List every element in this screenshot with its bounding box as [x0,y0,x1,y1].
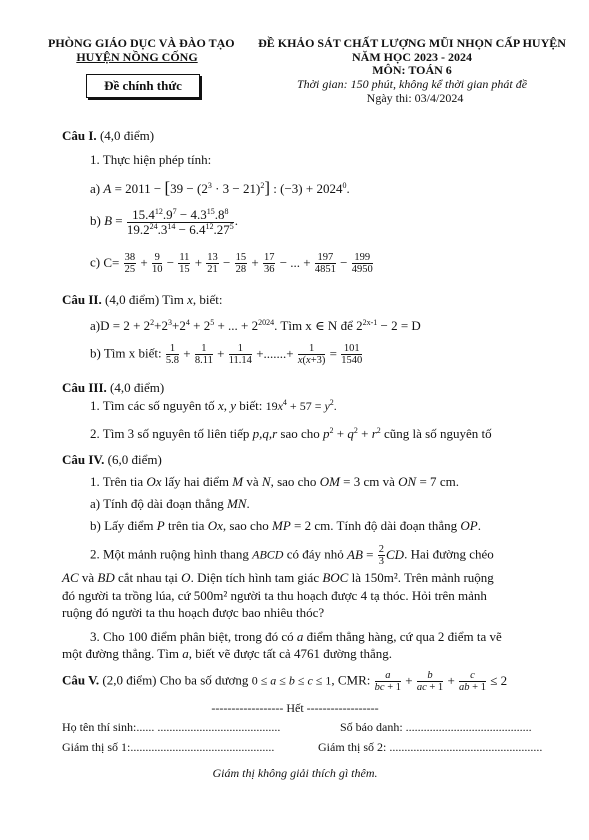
question-2b: b) Tìm x biết: $\frac{1}{5.8}$ + $\frac{1}{8.11}$ + $\frac{1}{11.14}$ +.......+ $\frac{1}{x(x+3)}$ = $\frac{101}{1540}$ [90,343,363,367]
label-2b: b) Tìm x biết: [90,345,162,361]
q3-item2-vars: p,q,r [252,426,278,441]
q4-sub-b4: cm. Tính độ dài đoạn thẳng [314,518,458,533]
q3-item2-tail: cũng là số nguyên tố [384,426,492,441]
candidate-number-line: Số báo danh: .......................................... [340,720,532,734]
question-1a: a) $A = 2011 - [39 - (2^3 \cdot 3 - 21)^2]$ : $(-3) + 2024^0$. [90,178,350,197]
question-4-heading [62,452,162,468]
q4-item1-a: 1. Trên tia [90,474,144,489]
q4-sub-b3: , sao cho [222,518,269,533]
school-year: NĂM HỌC 2023 - 2024 [352,50,472,64]
question-4-title: Câu IV. [62,452,105,467]
time-note: Thời gian: 150 phút, không kể thời gian phát đề [296,77,528,91]
question-4-sub-a: a) Tính độ dài đoạn thẳng MN. [90,496,250,511]
question-2a: $a)D = 2 + 2^2+2^3+2^4 + 2^5$ + ... + $2^{2024}$. Tìm x ∈ N để $2^{2x-1} - 2 = D$ [90,318,421,333]
q3-item1-vars: x, y [217,398,236,413]
q4-item1-d: , sao cho [270,474,317,489]
q4-item1-f: cm. [439,474,459,489]
question-5-title: Câu V. [62,672,100,688]
question-2-title: Câu II. [62,292,102,307]
question-1-title: Câu I. [62,128,97,143]
q4-item1-c: và [246,474,259,489]
question-4-item-2-line-2: AC và BD cắt nhau tại O. Diện tích hình tam giác BOC là 150m². Trên mảnh ruộng [62,570,494,585]
question-5-points: (2,0 điểm) Cho ba số dương [102,672,249,688]
question-3-title: Câu III. [62,380,107,395]
official-exam-label: Đề chính thức [104,78,182,93]
question-1-heading [62,128,154,144]
q3-item1-tail: biết: [239,398,263,413]
examiner-2-line: Giám thị số 2: ................................................... [318,740,543,754]
q4-item1-b: lấy hai điểm [164,474,230,489]
label-2a: a) [90,318,101,333]
question-4-item-2-line-3: đó người ta trồng lúa, cứ 500m² người ta thu hoạch được 4 tạ thóc. Hỏi trên mảnh [62,588,487,603]
exam-date: Ngày thi: 03/4/2024 [366,91,464,105]
question-2-heading [62,292,222,308]
q4-item3-l1: 3. Cho 100 điểm phân biệt, trong đó có [90,629,294,644]
candidate-name-line: Họ tên thí sinh:...... ......................................... [62,720,281,734]
q4-item3-l1b: điểm thẳng hàng, cứ qua 2 điểm ta vẽ [306,629,502,644]
question-3-heading [62,380,164,396]
q4-item3-l2b: , biết vẽ được tất cả 4761 đường thẳng. [188,646,393,661]
question-2-suffix: , biết: [192,292,223,307]
label-a: a) [90,181,101,196]
examiner-1-line: Giám thị số 1:................................................ [62,740,275,754]
question-4-item-3-line-2: một đường thẳng. Tìm a, biết vẽ được tất cả 4761 đường thẳng. [62,646,393,661]
question-3-points: (4,0 điểm) [110,380,165,395]
label-c: c) [90,254,101,270]
official-exam-box [86,74,200,98]
q4-item2-l1c: . Hai đường chéo [404,546,494,562]
q4-sub-b1: b) Lấy điểm [90,518,154,533]
question-4-sub-b: b) Lấy điểm P trên tia Ox, sao cho MP = 2 cm. Tính độ dài đoạn thẳng OP. [90,518,481,533]
question-3-item-2: 2. Tìm 3 số nguyên tố liên tiếp p,q,r sao cho $p^2 + q^2 + r^2$ cũng là số nguyên tố [90,426,492,441]
question-1-points: (4,0 điểm) [99,128,155,143]
question-5-cmr: , CMR: [331,672,371,688]
question-4-points: (6,0 điểm) [107,452,162,467]
footer-note: Giám thị không giải thích gì thêm. [212,766,378,780]
q4-sub-b2: trên tia [168,518,205,533]
question-1c: c) C= $\frac{38}{25}$ + $\frac{9}{10}$ − $\frac{11}{15}$ + $\frac{13}{21}$ − $\frac{15}{28}$ + $\frac{17}{36}$ − ... + $\frac{197}{4851}$ − $\frac{199}{4950}$ [90,252,373,276]
q4-item2-l2: cắt nhau tại [118,570,178,585]
q3-item2-text: 2. Tìm 3 số nguyên tố liên tiếp [90,426,250,441]
subject: MÔN: TOÁN 6 [372,63,452,77]
question-4-item-1: 1. Trên tia Ox lấy hai điểm M và N, sao cho OM = 3 cm và ON = 7 cm. [90,474,459,489]
question-2-var: x [187,292,193,307]
question-4-item-2-line-4: ruộng đó người ta thu hoạch được bao nhiêu thóc? [62,605,325,620]
exam-title: ĐỀ KHẢO SÁT CHẤT LƯỢNG MŨI NHỌN CẤP HUYỆN [258,36,566,50]
q4-item2-l2b: . Diện tích hình tam giác [190,570,320,585]
fraction-b: $\frac{15.4^{12}.9^7 - 4.3^{15}.8^8}{19.2^{24}.3^{14} - 6.4^{12}.27^5}$ [126,207,234,237]
q3-item1-text: 1. Tìm các số nguyên tố [90,398,215,413]
q4-sub-a-text: a) Tính độ dài đoạn thẳng [90,496,224,511]
department-name: PHÒNG GIÁO DỤC VÀ ĐÀO TẠO [48,36,235,50]
question-1-item-1: 1. Thực hiện phép tính: [90,152,212,167]
q4-item1-e: cm và [363,474,395,489]
q4-item3-l2: một đường thẳng. Tìm [62,646,179,661]
q4-item2-l2c: là 150m². Trên mảnh ruộng [351,570,494,585]
label-b: b) [90,213,101,229]
q4-item2-l1: 2. Một mảnh ruộng hình thang [90,546,249,562]
question-2a-tail: . Tìm x ∈ N để [274,318,353,333]
question-4-item-3-line-1: 3. Cho 100 điểm phân biệt, trong đó có a điểm thẳng hàng, cứ qua 2 điểm ta vẽ [90,629,502,644]
question-2-points: (4,0 điểm) Tìm [105,292,184,307]
q3-item2-mid: sao cho [280,426,320,441]
question-4-item-2-line-1: 2. Một mảnh ruộng hình thang ABCD có đáy nhỏ AB = $\frac{2}{3}$ CD. Hai đường chéo [90,544,494,568]
question-5: Câu V. (2,0 điểm) Cho ba số dương 0 ≤ a ≤ b ≤ c ≤ 1, CMR: $\frac{a}{bc + 1}$ + $\frac{b}{ac + 1}$ + $\frac{c}{ab + 1}$ ≤ 2 [62,670,508,694]
question-1b: b) B = $\frac{15.4^{12}.9^7 - 4.3^{15}.8^8}{19.2^{24}.3^{14} - 6.4^{12}.27^5}$ . [90,207,238,237]
district-name: HUYỆN NỒNG CỐNG [76,50,198,64]
end-mark: ------------------ Hết ------------------ [211,701,379,715]
question-3-item-1: 1. Tìm các số nguyên tố x, y biết: $19x^4 + 57 = y^2$. [90,398,337,413]
q4-item2-l1b: có đáy nhỏ [286,546,344,562]
